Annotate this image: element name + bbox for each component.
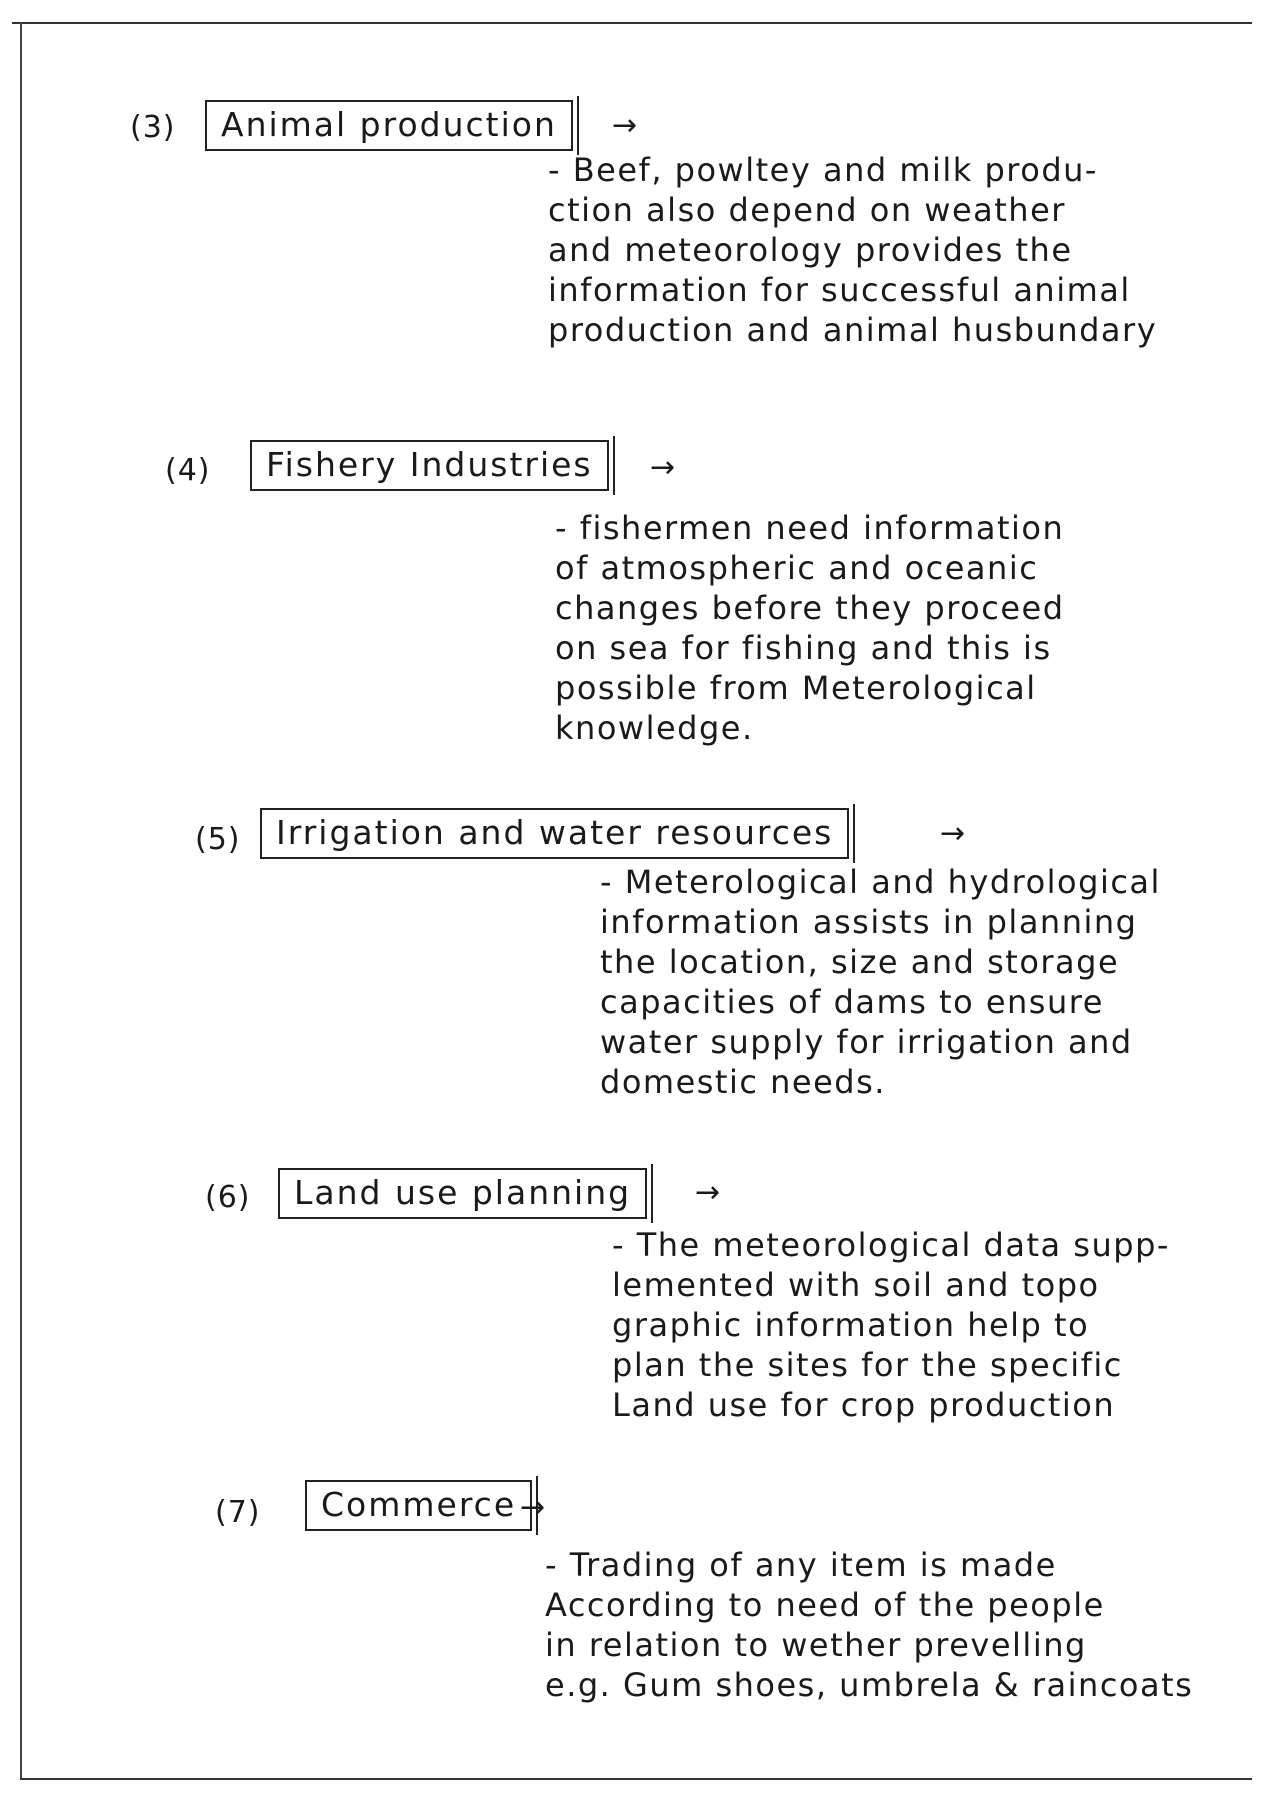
page-left-margin-rule: [20, 22, 22, 1780]
section-heading: Irrigation and water resources: [260, 808, 849, 859]
section-number: (6): [205, 1180, 251, 1215]
arrow-icon: →: [940, 816, 966, 851]
section-number: (7): [215, 1495, 261, 1530]
page-top-rule: [12, 22, 1252, 24]
section-heading: Fishery Industries: [250, 440, 609, 491]
section-body: - Trading of any item is made According to need of the people in relation to wether prevelling e.g. Gum shoes, umbrela & raincoats: [545, 1546, 1194, 1704]
section-body: - The meteorological data supp- lemented with soil and topo graphic information help to plan the sites for the specific Land use for crop production: [612, 1226, 1170, 1424]
section-body: - fishermen need information of atmospheric and oceanic changes before they proceed on sea for fishing and this is possible from Meterological knowledge.: [555, 509, 1065, 747]
section-body: - Beef, powltey and milk produ- ction also depend on weather and meteorology provides the information for successful animal production and animal husbundary: [548, 151, 1158, 349]
arrow-icon: →: [520, 1490, 546, 1525]
section-number: (3): [130, 110, 176, 145]
section-body: - Meterological and hydrological information assists in planning the location, size and storage capacities of dams to ensure water supply for irrigation and domestic needs.: [600, 863, 1161, 1101]
section-heading: Commerce: [305, 1480, 532, 1531]
section-heading: Land use planning: [278, 1168, 647, 1219]
section-number: (4): [165, 453, 211, 488]
arrow-icon: →: [695, 1175, 721, 1210]
arrow-icon: →: [612, 108, 638, 143]
page-bottom-rule: [20, 1778, 1252, 1780]
section-number: (5): [195, 822, 241, 857]
section-heading: Animal production: [205, 100, 573, 151]
arrow-icon: →: [650, 450, 676, 485]
